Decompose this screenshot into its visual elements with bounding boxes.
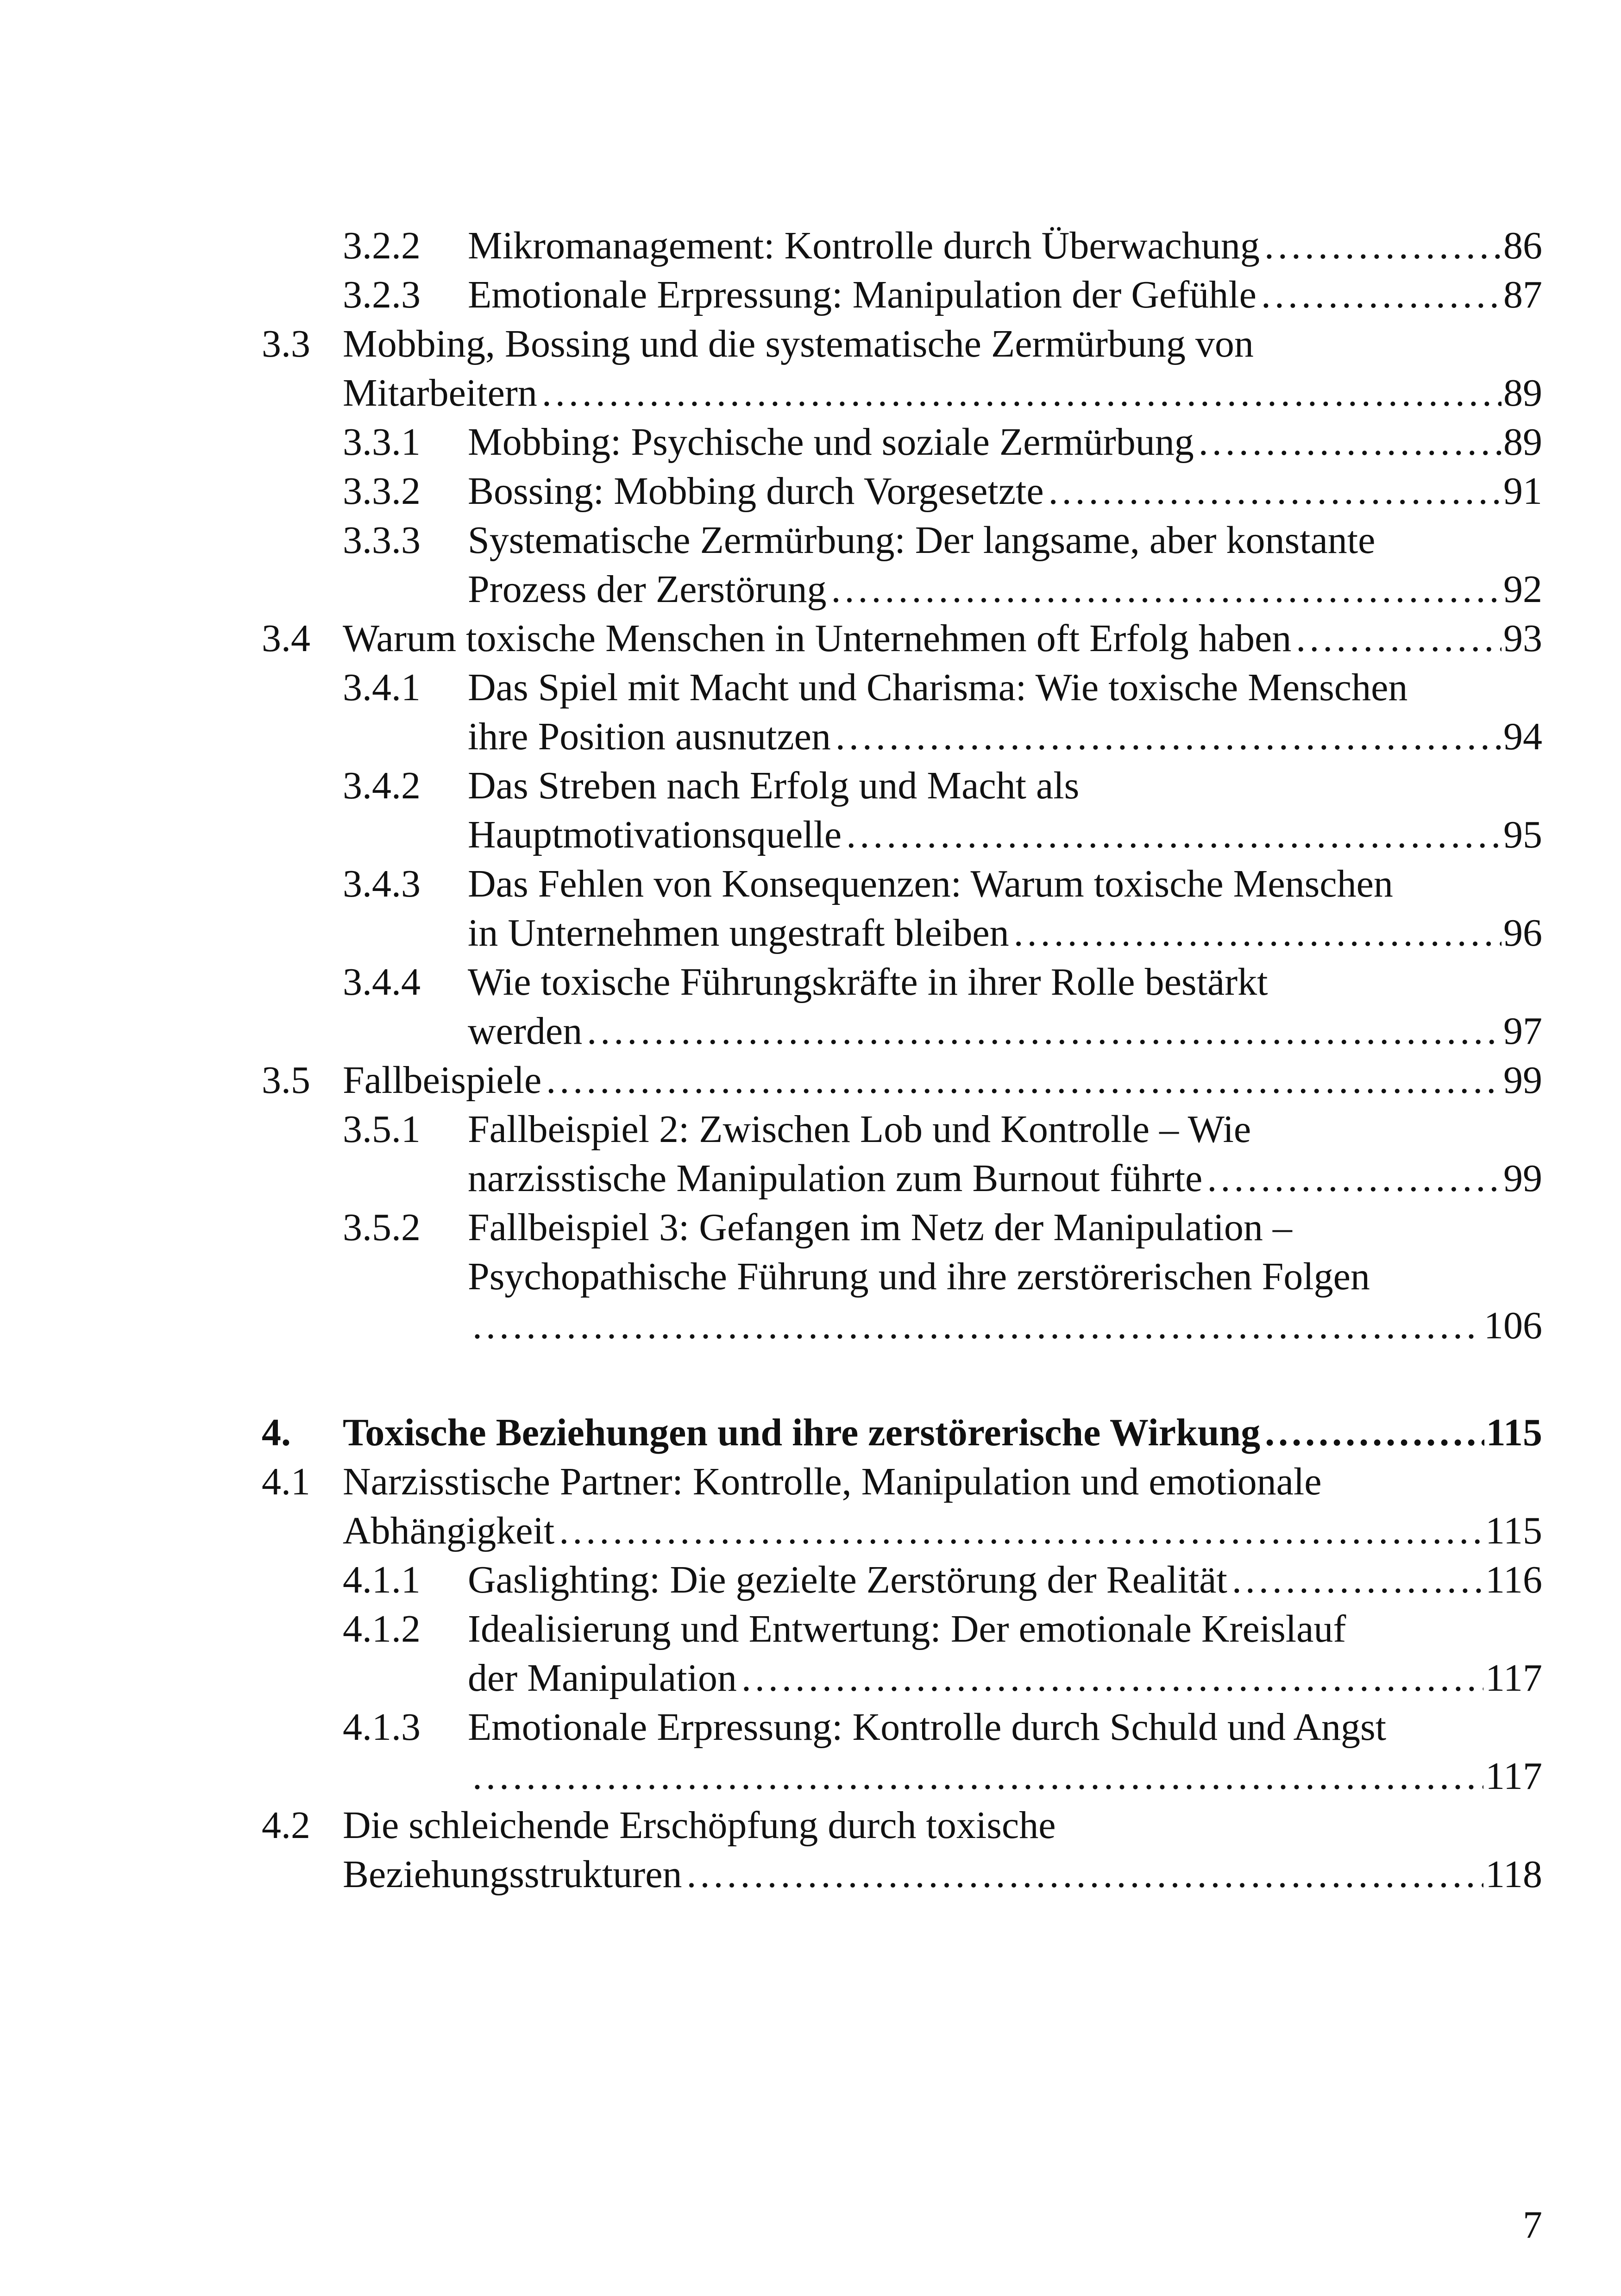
toc-entry-page: 93 [1503,617,1542,660]
toc-entry-body [468,1105,1542,1203]
toc-entry [262,270,1542,320]
toc-leader-dots [559,1506,1483,1556]
toc-entry-body [468,270,1542,320]
toc-entry [262,516,1542,614]
toc-entry [262,1801,1542,1899]
toc-entry-text: Warum toxische Menschen in Unternehmen oft Erfolg haben [343,617,1292,660]
toc-entry-line [343,369,1542,418]
toc-entry-page: 92 [1503,568,1542,611]
toc-entry-page: 99 [1503,1157,1542,1200]
toc-entry-line [468,221,1542,270]
toc-entry [262,1703,1542,1801]
toc-entry-line [468,810,1542,859]
toc-entry-body [343,1457,1542,1556]
toc-entry-text: Das Fehlen von Konsequenzen: Warum toxische Menschen [468,862,1393,905]
toc-entry-text: Emotionale Erpressung: Kontrolle durch Schuld und Angst [468,1706,1387,1749]
toc-entry-page: 91 [1503,470,1542,513]
toc-entry-line [468,467,1542,516]
toc-entry-text: Abhängigkeit [343,1509,555,1552]
toc-leader-dots [1199,418,1502,467]
toc-entry-line [468,1654,1542,1703]
toc-entry [262,1203,1542,1350]
toc-entry-body [468,859,1542,958]
toc-entry-number: 3.3.1 [343,420,421,464]
toc-entry-text: Fallbeispiel 3: Gefangen im Netz der Manipulation – [468,1206,1292,1249]
toc-entry-text: Das Spiel mit Macht und Charisma: Wie toxische Menschen [468,666,1408,709]
toc-entry-text: Mikromanagement: Kontrolle durch Überwachung [468,224,1260,267]
toc-entry-number: 3.4.3 [343,862,421,905]
toc-entry-line [468,663,1542,712]
toc-entry-text: Mobbing, Bossing und die systematische Zermürbung von [343,322,1254,365]
toc-entry-number: 3.4.4 [343,960,421,1004]
toc-entry-body [468,467,1542,516]
toc-leader-dots [472,1752,1483,1801]
toc-entry [262,614,1542,663]
toc-entry-page: 86 [1503,224,1542,267]
toc-entry-body [343,1056,1542,1105]
toc-entry-body [343,1408,1542,1457]
toc-entry-line [468,859,1542,909]
toc-leader-dots [836,712,1502,761]
toc-entry-line [468,712,1542,761]
toc-entry-page: 94 [1503,715,1542,758]
toc-entry-text: werden [468,1010,583,1053]
toc-entry-text: Systematische Zermürbung: Der langsame, aber konstante [468,519,1376,562]
toc-entry-text: Mitarbeitern [343,371,537,414]
toc-entry-line [343,614,1542,663]
toc-entry-line [468,909,1542,958]
toc-entry-text: ihre Position ausnutzen [468,715,831,758]
toc-entry-body [468,663,1542,761]
toc-page [262,221,1542,1899]
toc-entry-number: 3.3.2 [343,470,421,513]
toc-entry-page: 89 [1503,371,1542,414]
toc-leader-dots [1232,1556,1483,1605]
toc-leader-dots [1261,270,1502,320]
toc-entry-body [343,614,1542,663]
toc-entry-text: Idealisierung und Entwertung: Der emotionale Kreislauf [468,1607,1346,1650]
toc-entry-page: 87 [1503,273,1542,316]
toc-entry-number: 4.1.3 [343,1706,421,1749]
toc-entry-text: der Manipulation [468,1656,737,1700]
toc-entry-text: Fallbeispiel 2: Zwischen Lob und Kontrolle – Wie [468,1108,1251,1151]
toc-entry-line [468,1154,1542,1203]
toc-leader-dots [1049,467,1502,516]
toc-entry-page: 115 [1486,1411,1542,1454]
toc-entry-text: Psychopathische Führung und ihre zerstörerischen Folgen [468,1255,1370,1298]
toc-entry-text: Bossing: Mobbing durch Vorgesetzte [468,470,1044,513]
toc-entry-line [468,1556,1542,1605]
toc-entry-line [468,565,1542,614]
toc-entry-body [468,761,1542,859]
toc-entry-text: in Unternehmen ungestraft bleiben [468,911,1009,954]
toc-entry [262,1457,1542,1556]
toc-leader-dots [587,1007,1502,1056]
toc-entry-text: Das Streben nach Erfolg und Macht als [468,764,1080,807]
toc-entry-text: Prozess der Zerstörung [468,568,827,611]
toc-leader-dots [687,1850,1484,1899]
toc-entry-page: 97 [1503,1010,1542,1053]
toc-entry-line [343,1457,1542,1506]
toc-entry [262,1605,1542,1703]
toc-entry-number: 3.4.1 [343,666,421,709]
toc-entry [262,1105,1542,1203]
toc-entry [262,467,1542,516]
toc-entry-line [343,320,1542,369]
toc-entry-text: Beziehungsstrukturen [343,1853,682,1896]
toc-entry-number: 3.4.2 [343,764,421,807]
toc-entry-line [468,1752,1542,1801]
toc-entry-number: 4.2 [262,1804,310,1847]
toc-entry-page: 117 [1485,1755,1542,1798]
toc-entry-page: 106 [1484,1304,1542,1347]
toc-entry-line [468,270,1542,320]
toc-leader-dots [1207,1154,1502,1203]
toc-entry-text: Emotionale Erpressung: Manipulation der Gefühle [468,273,1257,316]
toc-entry-page: 115 [1485,1509,1542,1552]
toc-entry [262,859,1542,958]
toc-entry-line [343,1056,1542,1105]
toc-entry-body [468,221,1542,270]
toc-entry-page: 95 [1503,813,1542,856]
toc-leader-dots [1296,614,1502,663]
toc-entry-body [468,1605,1542,1703]
toc-entry-text: Hauptmotivationsquelle [468,813,842,856]
toc-entry [262,320,1542,418]
toc-entry-line [343,1506,1542,1556]
toc-entry-number: 3.3.3 [343,519,421,562]
toc-entry-text: Narzisstische Partner: Kontrolle, Manipulation und emotionale [343,1460,1322,1503]
toc-entry-body [468,1556,1542,1605]
toc-entry-body [468,516,1542,614]
toc-entry-line [343,1850,1542,1899]
toc-entry-line [343,1801,1542,1850]
toc-entry-text: Gaslighting: Die gezielte Zerstörung der Realität [468,1558,1227,1601]
toc-entry-text: narzisstische Manipulation zum Burnout führte [468,1157,1203,1200]
toc-entry-page: 96 [1503,911,1542,954]
toc-entry [262,418,1542,467]
toc-entry-number: 4.1.1 [343,1558,421,1601]
toc-entry-line [468,516,1542,565]
toc-leader-dots [546,1056,1502,1105]
toc-entry [262,1056,1542,1105]
toc-entry-text: Wie toxische Führungskräfte in ihrer Rolle bestärkt [468,960,1268,1004]
toc-entry-number: 3.4 [262,617,310,660]
toc-entry-number: 4. [262,1411,291,1454]
toc-entry-body [468,418,1542,467]
toc-entry-number: 4.1 [262,1460,310,1503]
toc-entry-line [468,418,1542,467]
toc-entry [262,663,1542,761]
toc-list [262,221,1542,1899]
toc-entry [262,1556,1542,1605]
toc-entry-line [468,1703,1542,1752]
toc-entry-number: 3.5.2 [343,1206,421,1249]
toc-entry-body [343,320,1542,418]
toc-entry [262,221,1542,270]
toc-entry [262,761,1542,859]
toc-entry [262,958,1542,1056]
toc-entry-page: 118 [1485,1853,1542,1896]
toc-entry-line [468,1301,1542,1350]
toc-entry-line [343,1408,1542,1457]
toc-entry-number: 3.2.3 [343,273,421,316]
toc-entry [262,1408,1542,1457]
toc-entry-page: 117 [1485,1656,1542,1700]
toc-leader-dots [1265,1408,1484,1457]
toc-entry-line [468,1007,1542,1056]
toc-entry-line [468,761,1542,810]
toc-entry-line [468,1605,1542,1654]
toc-entry-line [468,1203,1542,1252]
toc-leader-dots [741,1654,1483,1703]
toc-entry-line [468,1252,1542,1301]
toc-leader-dots [1264,221,1502,270]
toc-entry-body [343,1801,1542,1899]
toc-entry-text: Fallbeispiele [343,1059,542,1102]
toc-entry-text: Mobbing: Psychische und soziale Zermürbung [468,420,1194,464]
toc-leader-dots [831,565,1502,614]
toc-leader-dots [846,810,1502,859]
toc-leader-dots [472,1301,1482,1350]
toc-entry-number: 3.3 [262,322,310,365]
toc-entry-line [468,958,1542,1007]
toc-entry-body [468,1203,1542,1350]
toc-entry-number: 3.5 [262,1059,310,1102]
toc-entry-page: 99 [1503,1059,1542,1102]
toc-entry-number: 4.1.2 [343,1607,421,1650]
toc-entry-line [468,1105,1542,1154]
toc-entry-number: 3.2.2 [343,224,421,267]
toc-entry-number: 3.5.1 [343,1108,421,1151]
toc-entry-text: Die schleichende Erschöpfung durch toxische [343,1804,1056,1847]
toc-leader-dots [1014,909,1502,958]
toc-entry-page: 89 [1503,420,1542,464]
toc-entry-page: 116 [1485,1558,1542,1601]
toc-entry-text: Toxische Beziehungen und ihre zerstörerische Wirkung [343,1411,1261,1454]
toc-leader-dots [542,369,1502,418]
toc-entry-body [468,958,1542,1056]
toc-entry-body [468,1703,1542,1801]
footer-page-number: 7 [1523,2203,1542,2246]
